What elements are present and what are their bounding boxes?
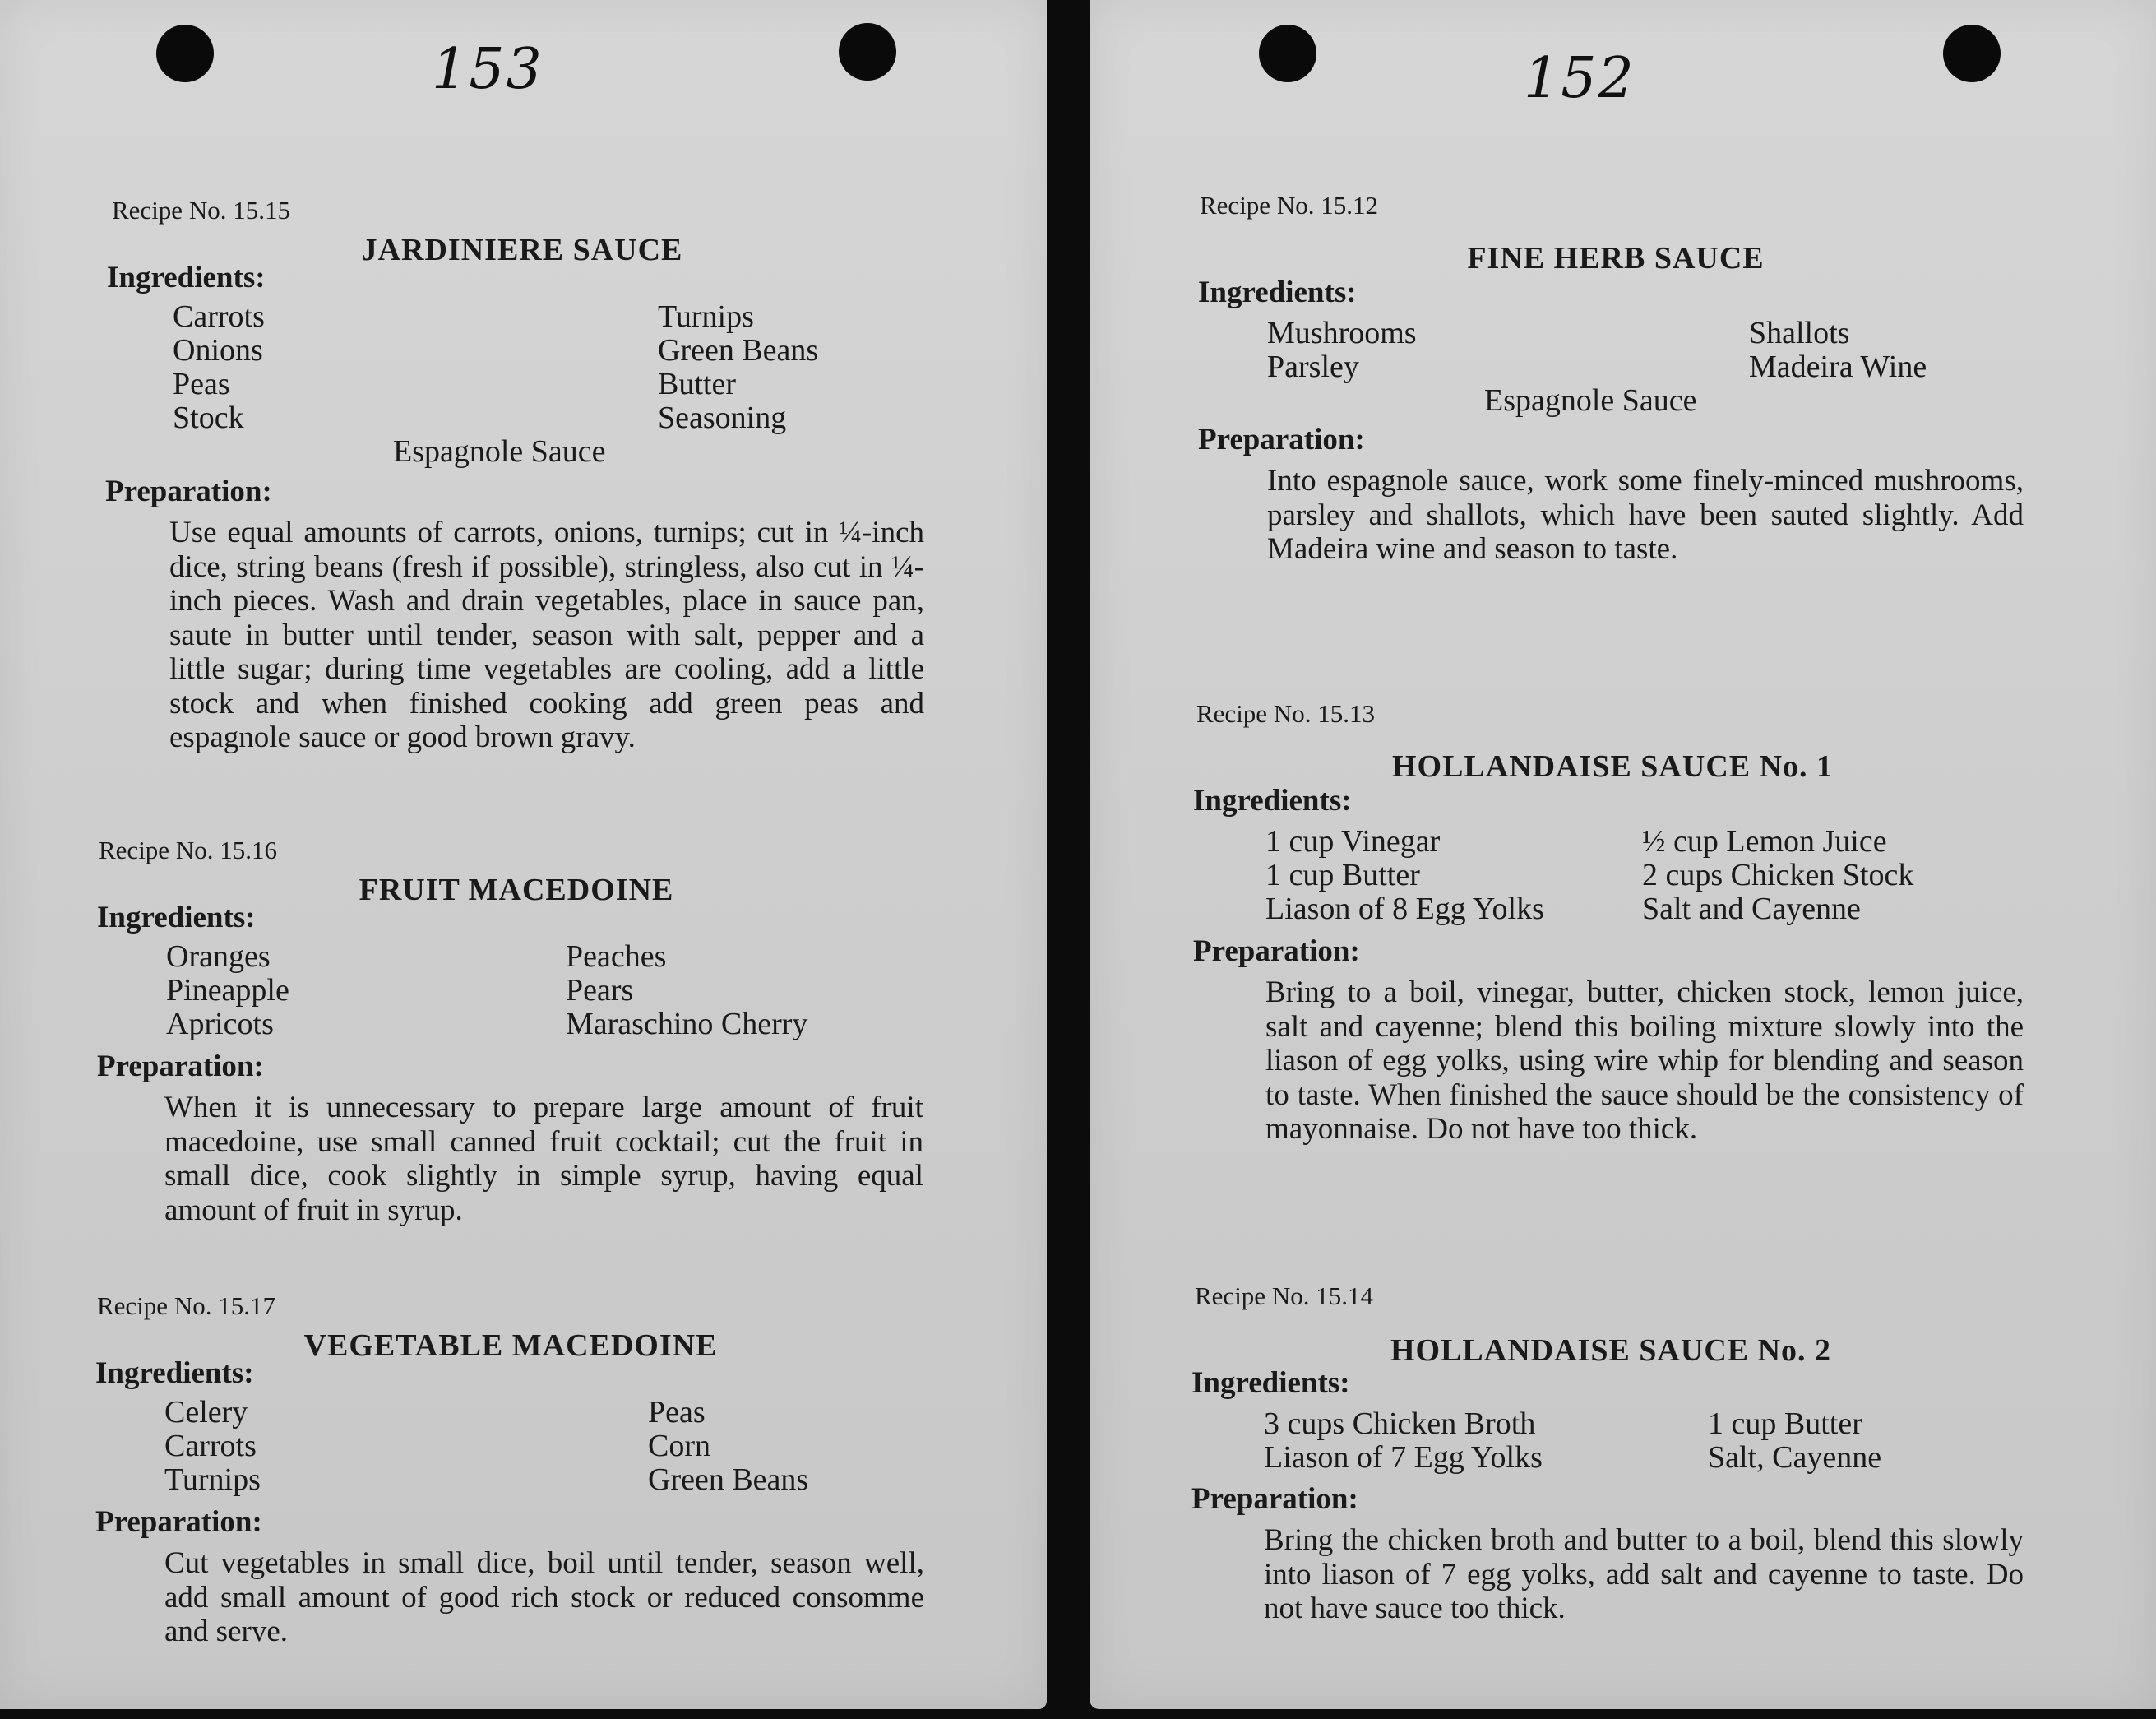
recipe-number: Recipe No. 15.16 [99,836,277,864]
ingredient-item: 2 cups Chicken Stock [1642,858,1914,892]
recipe-number: Recipe No. 15.12 [1200,191,1378,220]
ingredient-item: Corn [648,1429,710,1463]
ingredient-item: Pears [566,973,634,1008]
preparation-heading: Preparation: [1191,1482,1358,1516]
ingredients-column-1 [166,940,289,1041]
punch-hole-right [839,23,896,81]
preparation-heading: Preparation: [105,475,272,508]
ingredient-item: Stock [173,401,244,435]
ingredients-column-1 [1265,825,1544,926]
ingredient-item: Maraschino Cherry [566,1007,808,1041]
ingredient-item: 1 cup Butter [1265,858,1420,892]
ingredient-item: Carrots [173,299,265,334]
ingredients-column-2 [566,940,807,1041]
ingredient-item: Carrots [164,1429,257,1463]
preparation-heading: Preparation: [97,1049,264,1083]
recipe-hollandaise-sauce-1 [1193,699,2053,1147]
recipe-fine-herb-sauce [1198,191,2053,567]
recipe-title: HOLLANDAISE SAUCE No. 2 [1390,1333,1832,1368]
punch-hole-left [1259,25,1316,82]
ingredients-heading: Ingredients: [107,261,266,294]
recipe-number: Recipe No. 15.13 [1196,699,1375,728]
recipe-title: FRUIT MACEDOINE [359,873,674,907]
ingredients-heading: Ingredients: [95,1356,254,1390]
ingredient-item: Celery [164,1395,248,1429]
ingredient-item: Turnips [658,299,754,334]
recipe-title: HOLLANDAISE SAUCE No. 1 [1391,749,1834,784]
ingredient-item: 1 cup Butter [1708,1406,1862,1441]
ingredients-heading: Ingredients: [1193,784,1352,818]
ingredients-list [1267,317,2053,417]
ingredient-item: Oranges [166,939,271,974]
ingredient-item: 1 cup Vinegar [1265,824,1441,859]
ingredients-column-2 [648,1396,808,1497]
ingredient-item: Parsley [1267,350,1359,384]
ingredient-item: Liason of 8 Egg Yolks [1265,892,1544,926]
recipe-card-left [0,0,1047,1709]
ingredient-item: Pineapple [166,973,289,1008]
ingredients-column-1 [164,1396,261,1497]
recipe-card-right [1090,0,2156,1709]
ingredient-item: 3 cups Chicken Broth [1264,1406,1536,1441]
ingredient-item: Salt, Cayenne [1708,1440,1882,1475]
ingredient-item: Peas [173,367,230,401]
recipe-fruit-macedoine [97,836,928,1227]
preparation-text: Cut vegetables in small dice, boil until tender, season well, add small amount of good rich stock or reduced consomme and serve. [164,1546,924,1648]
recipe-title: JARDINIERE SAUCE [361,233,683,267]
punch-hole-right [1943,25,2001,82]
recipe-vegetable-macedoine [95,1291,928,1649]
ingredients-column-2 [1749,317,1927,384]
ingredients-column-1 [1264,1407,1543,1475]
preparation-heading: Preparation: [1198,423,1365,456]
ingredient-item: Salt and Cayenne [1642,892,1861,926]
ingredient-item: Peaches [566,939,667,974]
ingredients-column-1 [173,300,265,435]
ingredients-list [166,940,928,1044]
preparation-text: Bring to a boil, vinegar, butter, chicken stock, lemon juice, salt and cayenne; blend this boiling mixture slowly into the liason of egg yolks, using wire whip for blending and season to taste. When finished the sauce should be the consistency of mayonnaise. Do not have too thick. [1265,975,2024,1146]
recipe-title: FINE HERB SAUCE [1467,241,1765,276]
preparation-text: When it is unnecessary to prepare large amount of fruit macedoine, use small canned fruit cocktail; cut the fruit in small dice, cook slightly in simple syrup, having equal amount of fruit in syrup. [164,1091,923,1227]
recipe-number: Recipe No. 15.14 [1195,1281,1373,1310]
recipe-title: VEGETABLE MACEDOINE [303,1328,718,1363]
ingredient-item: Liason of 7 Egg Yolks [1264,1440,1543,1475]
page-number: 152 [1524,46,1636,111]
preparation-text: Bring the chicken broth and butter to a boil, blend this slowly into liason of 7 egg yolks, add salt and cayenne to taste. Do not have sauce too thick. [1264,1523,2024,1625]
recipe-number: Recipe No. 15.17 [97,1291,275,1320]
ingredient-item: Peas [648,1395,706,1429]
ingredients-list [173,300,929,469]
ingredient-item-centered: Espagnole Sauce [1484,383,1697,418]
ingredient-item: Madeira Wine [1749,350,1927,384]
ingredients-column-1 [1267,317,1417,384]
punch-hole-left [156,25,214,82]
page-number: 153 [432,37,544,102]
ingredient-item: ½ cup Lemon Juice [1642,824,1887,859]
ingredient-item: Butter [658,367,736,401]
recipe-number: Recipe No. 15.15 [112,196,290,225]
ingredient-item: Seasoning [658,401,787,435]
ingredients-column-2 [1708,1407,1881,1475]
preparation-text: Use equal amounts of carrots, onions, turnips; cut in ¼-inch dice, string beans (fresh if possible), stringless, also cut in ¼-inch pieces. Wash and drain vegetables, place in sauce pan, saute in butter until tender, season with salt, pepper and a little sugar; during time vegetables are cooling, add a little stock and when finished cooking add green peas and espagnole sauce or good brown gravy. [169,516,924,754]
ingredients-list [164,1396,928,1499]
ingredient-item: Turnips [164,1462,261,1497]
ingredients-heading: Ingredients: [1191,1366,1350,1400]
recipe-jardiniere-sauce [107,196,929,755]
recipe-hollandaise-sauce-2 [1191,1281,2053,1626]
ingredient-item: Apricots [166,1007,274,1041]
ingredients-heading: Ingredients: [97,901,256,934]
ingredients-column-2 [1642,825,1913,926]
preparation-heading: Preparation: [1193,934,1360,968]
ingredients-column-2 [658,300,818,435]
ingredient-item: Onions [173,333,263,368]
ingredient-item: Green Beans [648,1462,809,1497]
preparation-heading: Preparation: [95,1505,262,1539]
ingredient-item: Shallots [1749,316,1850,350]
preparation-text: Into espagnole sauce, work some finely-minced mushrooms, parsley and shallots, which have been sauted slightly. Add Madeira wine and season to taste. [1267,464,2024,566]
ingredients-list [1265,825,2053,929]
ingredient-item-centered: Espagnole Sauce [393,434,606,469]
ingredient-item: Green Beans [658,333,819,368]
ingredients-heading: Ingredients: [1198,276,1357,309]
ingredients-list [1264,1407,2053,1478]
ingredient-item: Mushrooms [1267,316,1417,350]
